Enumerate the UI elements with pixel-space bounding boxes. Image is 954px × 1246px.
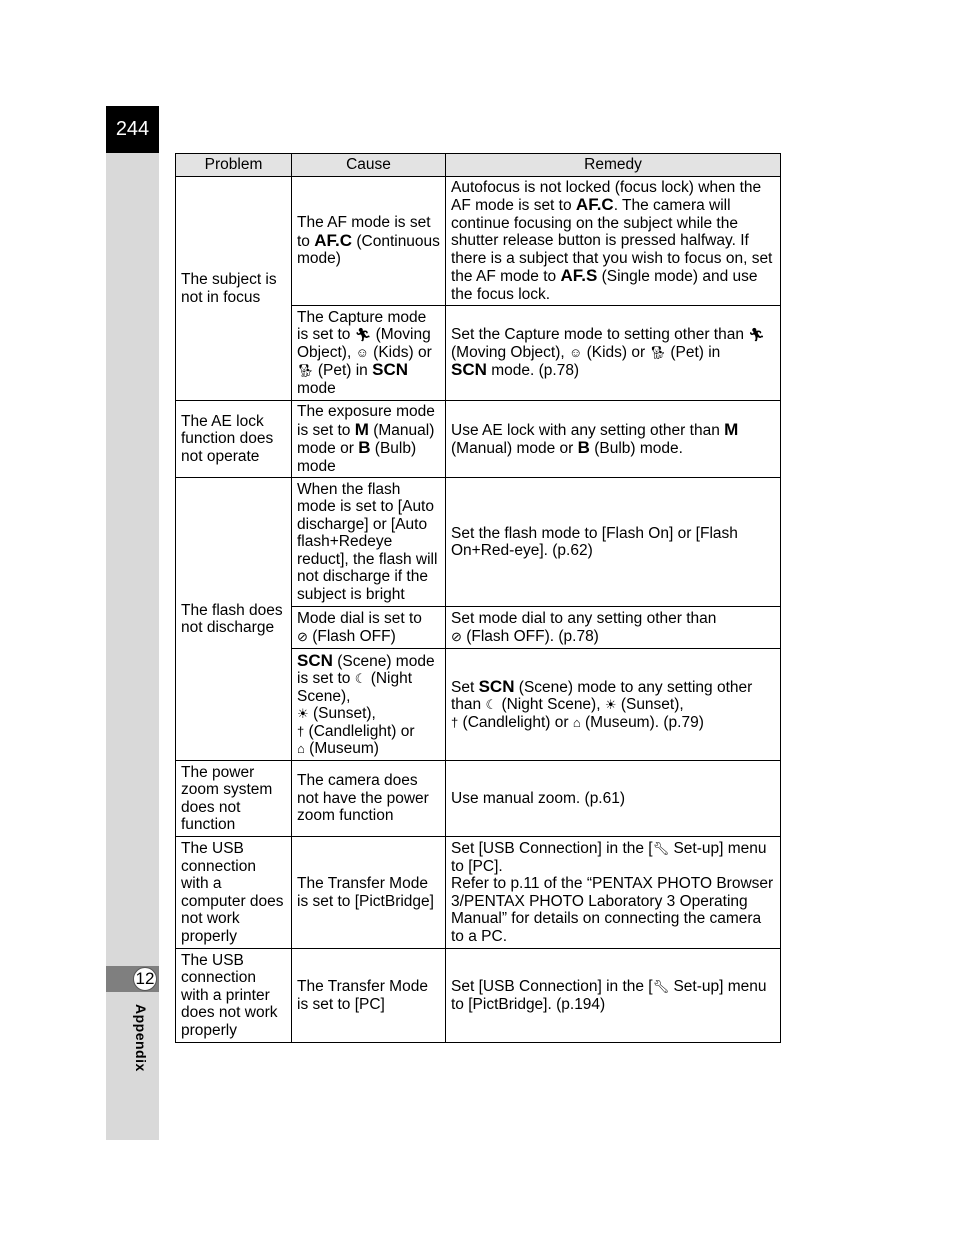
cause-cell: The camera does not have the power zoom function bbox=[292, 761, 446, 837]
chapter-title: Appendix bbox=[133, 1004, 149, 1072]
problem-cell: The power zoom system does not function bbox=[176, 761, 292, 837]
page-number: 244 bbox=[106, 106, 159, 153]
remedy-cell: Set SCN (Scene) mode to any setting other than ☾ (Night Scene), ☀ (Sunset), † (Candlelight) or ⌂ (Museum). (p.79) bbox=[446, 649, 781, 761]
cause-cell: The Transfer Mode is set to [PictBridge] bbox=[292, 837, 446, 949]
cause-cell: The Capture mode is set to 🏃︎ (Moving Object), ☺ (Kids) or 🐕︎ (Pet) in SCN mode bbox=[292, 306, 446, 401]
cause-cell: SCN (Scene) mode is set to ☾ (Night Scene), ☀ (Sunset), † (Candlelight) or ⌂ (Museum) bbox=[292, 649, 446, 761]
moving-object-icon: 🏃︎ bbox=[354, 327, 372, 343]
table-row bbox=[176, 478, 781, 607]
header-cause: Cause bbox=[292, 154, 446, 177]
remedy-cell: Set mode dial to any setting other than ⊘ (Flash OFF). (p.78) bbox=[446, 607, 781, 649]
remedy-cell: Set the flash mode to [Flash On] or [Flash On+Red-eye]. (p.62) bbox=[446, 478, 781, 607]
cause-cell: Mode dial is set to ⊘ (Flash OFF) bbox=[292, 607, 446, 649]
pet-icon: 🐕︎ bbox=[649, 344, 667, 360]
remedy-cell: Set the Capture mode to setting other than 🏃︎ (Moving Object), ☺ (Kids) or 🐕︎ (Pet) in SCN mode. (p.78) bbox=[446, 306, 781, 401]
museum-icon: ⌂ bbox=[572, 714, 581, 730]
problem-cell: The flash does not discharge bbox=[176, 478, 292, 761]
problem-cell: The USB connection with a computer does not work properly bbox=[176, 837, 292, 949]
table-row bbox=[176, 177, 781, 306]
chapter-number: 12 bbox=[133, 967, 157, 991]
problem-cell: The USB connection with a printer does not work properly bbox=[176, 949, 292, 1043]
cause-cell: The exposure mode is set to M (Manual) mode or B (Bulb) mode bbox=[292, 401, 446, 478]
troubleshooting-table bbox=[175, 153, 781, 1043]
museum-icon: ⌂ bbox=[297, 741, 305, 756]
candlelight-icon: † bbox=[451, 714, 459, 730]
remedy-cell: Autofocus is not locked (focus lock) when the AF mode is set to AF.C. The camera will continue focusing on the subject while the shutter release button is pressed halfway. If there is a subject that you wish to focus on, set the AF mode to AF.S (Single mode) and use the focus lock. bbox=[446, 177, 781, 306]
night-scene-icon: ☾ bbox=[354, 671, 367, 686]
table-row bbox=[176, 761, 781, 837]
remedy-cell: Use manual zoom. (p.61) bbox=[446, 761, 781, 837]
cause-cell: The AF mode is set to AF.C (Continuous mode) bbox=[292, 177, 446, 306]
flash-off-icon: ⊘ bbox=[451, 628, 462, 644]
sunset-icon: ☀ bbox=[604, 697, 617, 713]
table-row bbox=[176, 949, 781, 1043]
pet-icon: 🐕︎ bbox=[297, 363, 314, 379]
moving-object-icon: 🏃︎ bbox=[748, 327, 765, 343]
table-header-row bbox=[176, 154, 781, 177]
flash-off-icon: ⊘ bbox=[297, 628, 308, 644]
remedy-cell: Set [USB Connection] in the [🔧︎ Set-up] menu to [PictBridge]. (p.194) bbox=[446, 949, 781, 1043]
problem-cell: The AE lock function does not operate bbox=[176, 401, 292, 478]
cause-cell: When the flash mode is set to [Auto discharge] or [Auto flash+Redeye reduct], the flash will not discharge if the subject is bright bbox=[292, 478, 446, 607]
table-row bbox=[176, 401, 781, 478]
wrench-icon: 🔧︎ bbox=[652, 979, 670, 994]
header-problem: Problem bbox=[176, 154, 292, 177]
candlelight-icon: † bbox=[297, 723, 305, 739]
remedy-cell: Set [USB Connection] in the [🔧︎ Set-up] menu to [PC]. Refer to p.11 of the “PENTAX PHOTO Browser 3/PENTAX PHOTO Laboratory 3 Operating Manual” for details on connecting the camera to a PC. bbox=[446, 837, 781, 949]
header-remedy: Remedy bbox=[446, 154, 781, 177]
table-row bbox=[176, 837, 781, 949]
cause-cell: The Transfer Mode is set to [PC] bbox=[292, 949, 446, 1043]
kids-icon: ☺ bbox=[355, 344, 369, 360]
night-scene-icon: ☾ bbox=[485, 697, 498, 713]
wrench-icon: 🔧︎ bbox=[652, 841, 670, 856]
problem-cell: The subject is not in focus bbox=[176, 177, 292, 401]
sunset-icon: ☀ bbox=[297, 706, 309, 721]
kids-icon: ☺ bbox=[569, 344, 583, 360]
remedy-cell: Use AE lock with any setting other than M (Manual) mode or B (Bulb) mode. bbox=[446, 401, 781, 478]
